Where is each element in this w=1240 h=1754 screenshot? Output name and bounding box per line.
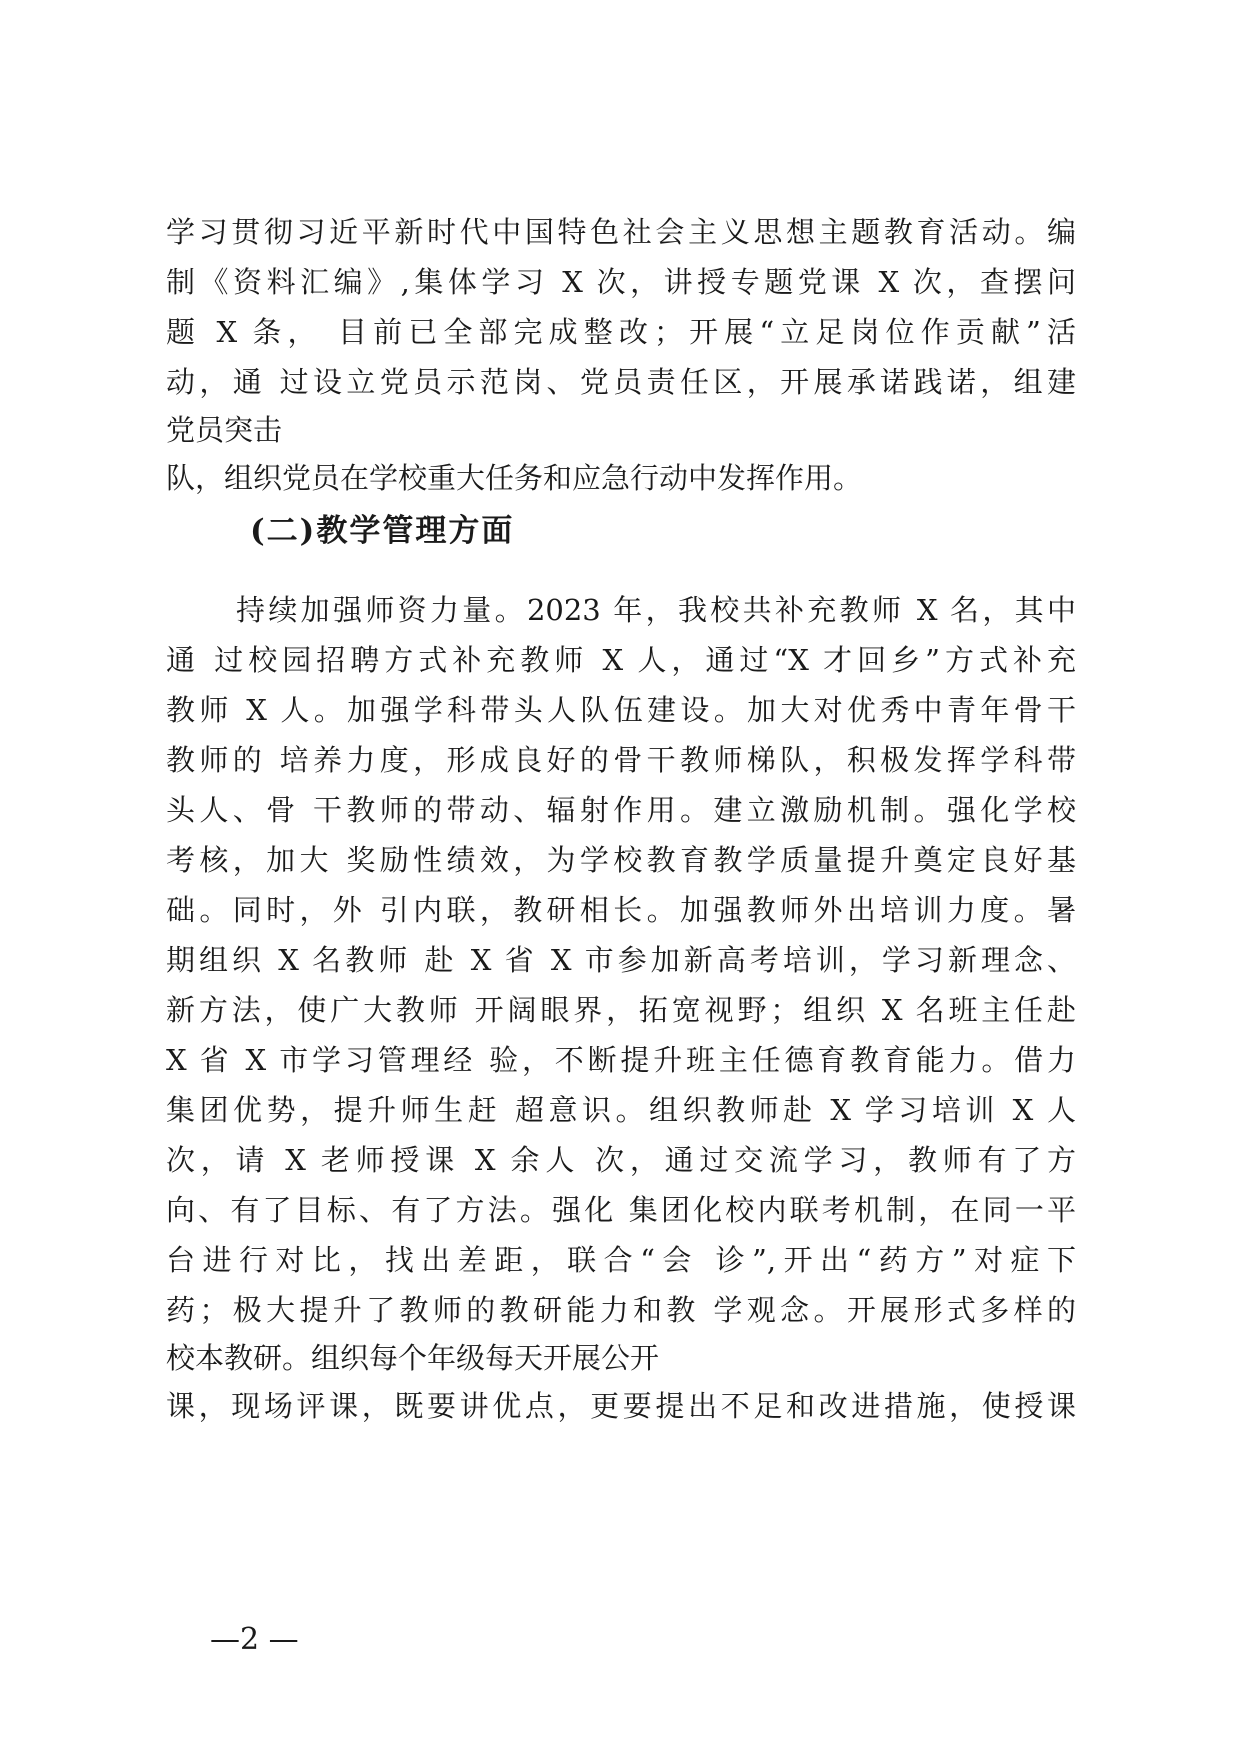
paragraph-line: 学习贯彻习近平新时代中国特色社会主义思想主题教育活动。编 (166, 215, 1076, 249)
paragraph-line: 教师 X 人。加强学科带头人队伍建设。加大对优秀中青年骨干 (166, 693, 1076, 727)
paragraph-line: 持续加强师资力量。2023 年，我校共补充教师 X 名，其中 (236, 593, 1076, 627)
paragraph-line: 课，现场评课，既要讲优点，更要提出不足和改进措施，使授课 (166, 1389, 1076, 1423)
paragraph-line: 制《资料汇编》,集体学习 X 次，讲授专题党课 X 次，查摆问 (166, 265, 1076, 299)
paragraph-line: 础。同时，外 引内联，教研相长。加强教师外出培训力度。暑 (166, 893, 1076, 927)
paragraph-line: 新方法，使广大教师 开阔眼界，拓宽视野；组织 X 名班主任赴 (166, 993, 1076, 1027)
paragraph-line: 队，组织党员在学校重大任务和应急行动中发挥作用。 (166, 461, 863, 495)
page-number: —2 — (210, 1622, 299, 1657)
paragraph-line: 头人、骨 干教师的带动、辐射作用。建立激励机制。强化学校 (166, 793, 1076, 827)
paragraph-line: 校本教研。组织每个年级每天开展公开 (166, 1341, 660, 1375)
paragraph-line: 期组织 X 名教师 赴 X 省 X 市参加新高考培训，学习新理念、 (166, 943, 1076, 977)
section-heading: (二)教学管理方面 (250, 513, 515, 549)
paragraph-line: 台进行对比，找出差距，联合“会 诊”,开出“药方”对症下 (166, 1243, 1076, 1277)
paragraph-line: 药；极大提升了教师的教研能力和教 学观念。开展形式多样的 (166, 1293, 1076, 1327)
paragraph-line: 教师的 培养力度，形成良好的骨干教师梯队，积极发挥学科带 (166, 743, 1076, 777)
paragraph-line: 党员突击 (166, 413, 283, 447)
paragraph-line: 通 过校园招聘方式补充教师 X 人，通过“X 才回乡”方式补充 (166, 643, 1076, 677)
paragraph-line: 考核，加大 奖励性绩效，为学校教育教学质量提升奠定良好基 (166, 843, 1076, 877)
paragraph-line: 题 X 条， 目前已全部完成整改；开展“立足岗位作贡献”活 (166, 315, 1076, 349)
paragraph-line: 动，通 过设立党员示范岗、党员责任区，开展承诺践诺，组建 (166, 365, 1076, 399)
paragraph-line: 次，请 X 老师授课 X 余人 次，通过交流学习，教师有了方 (166, 1143, 1076, 1177)
paragraph-line: 集团优势，提升师生赶 超意识。组织教师赴 X 学习培训 X 人 (166, 1093, 1076, 1127)
paragraph-line: 向、有了目标、有了方法。强化 集团化校内联考机制，在同一平 (166, 1193, 1076, 1227)
paragraph-line: X 省 X 市学习管理经 验，不断提升班主任德育教育能力。借力 (166, 1043, 1076, 1077)
